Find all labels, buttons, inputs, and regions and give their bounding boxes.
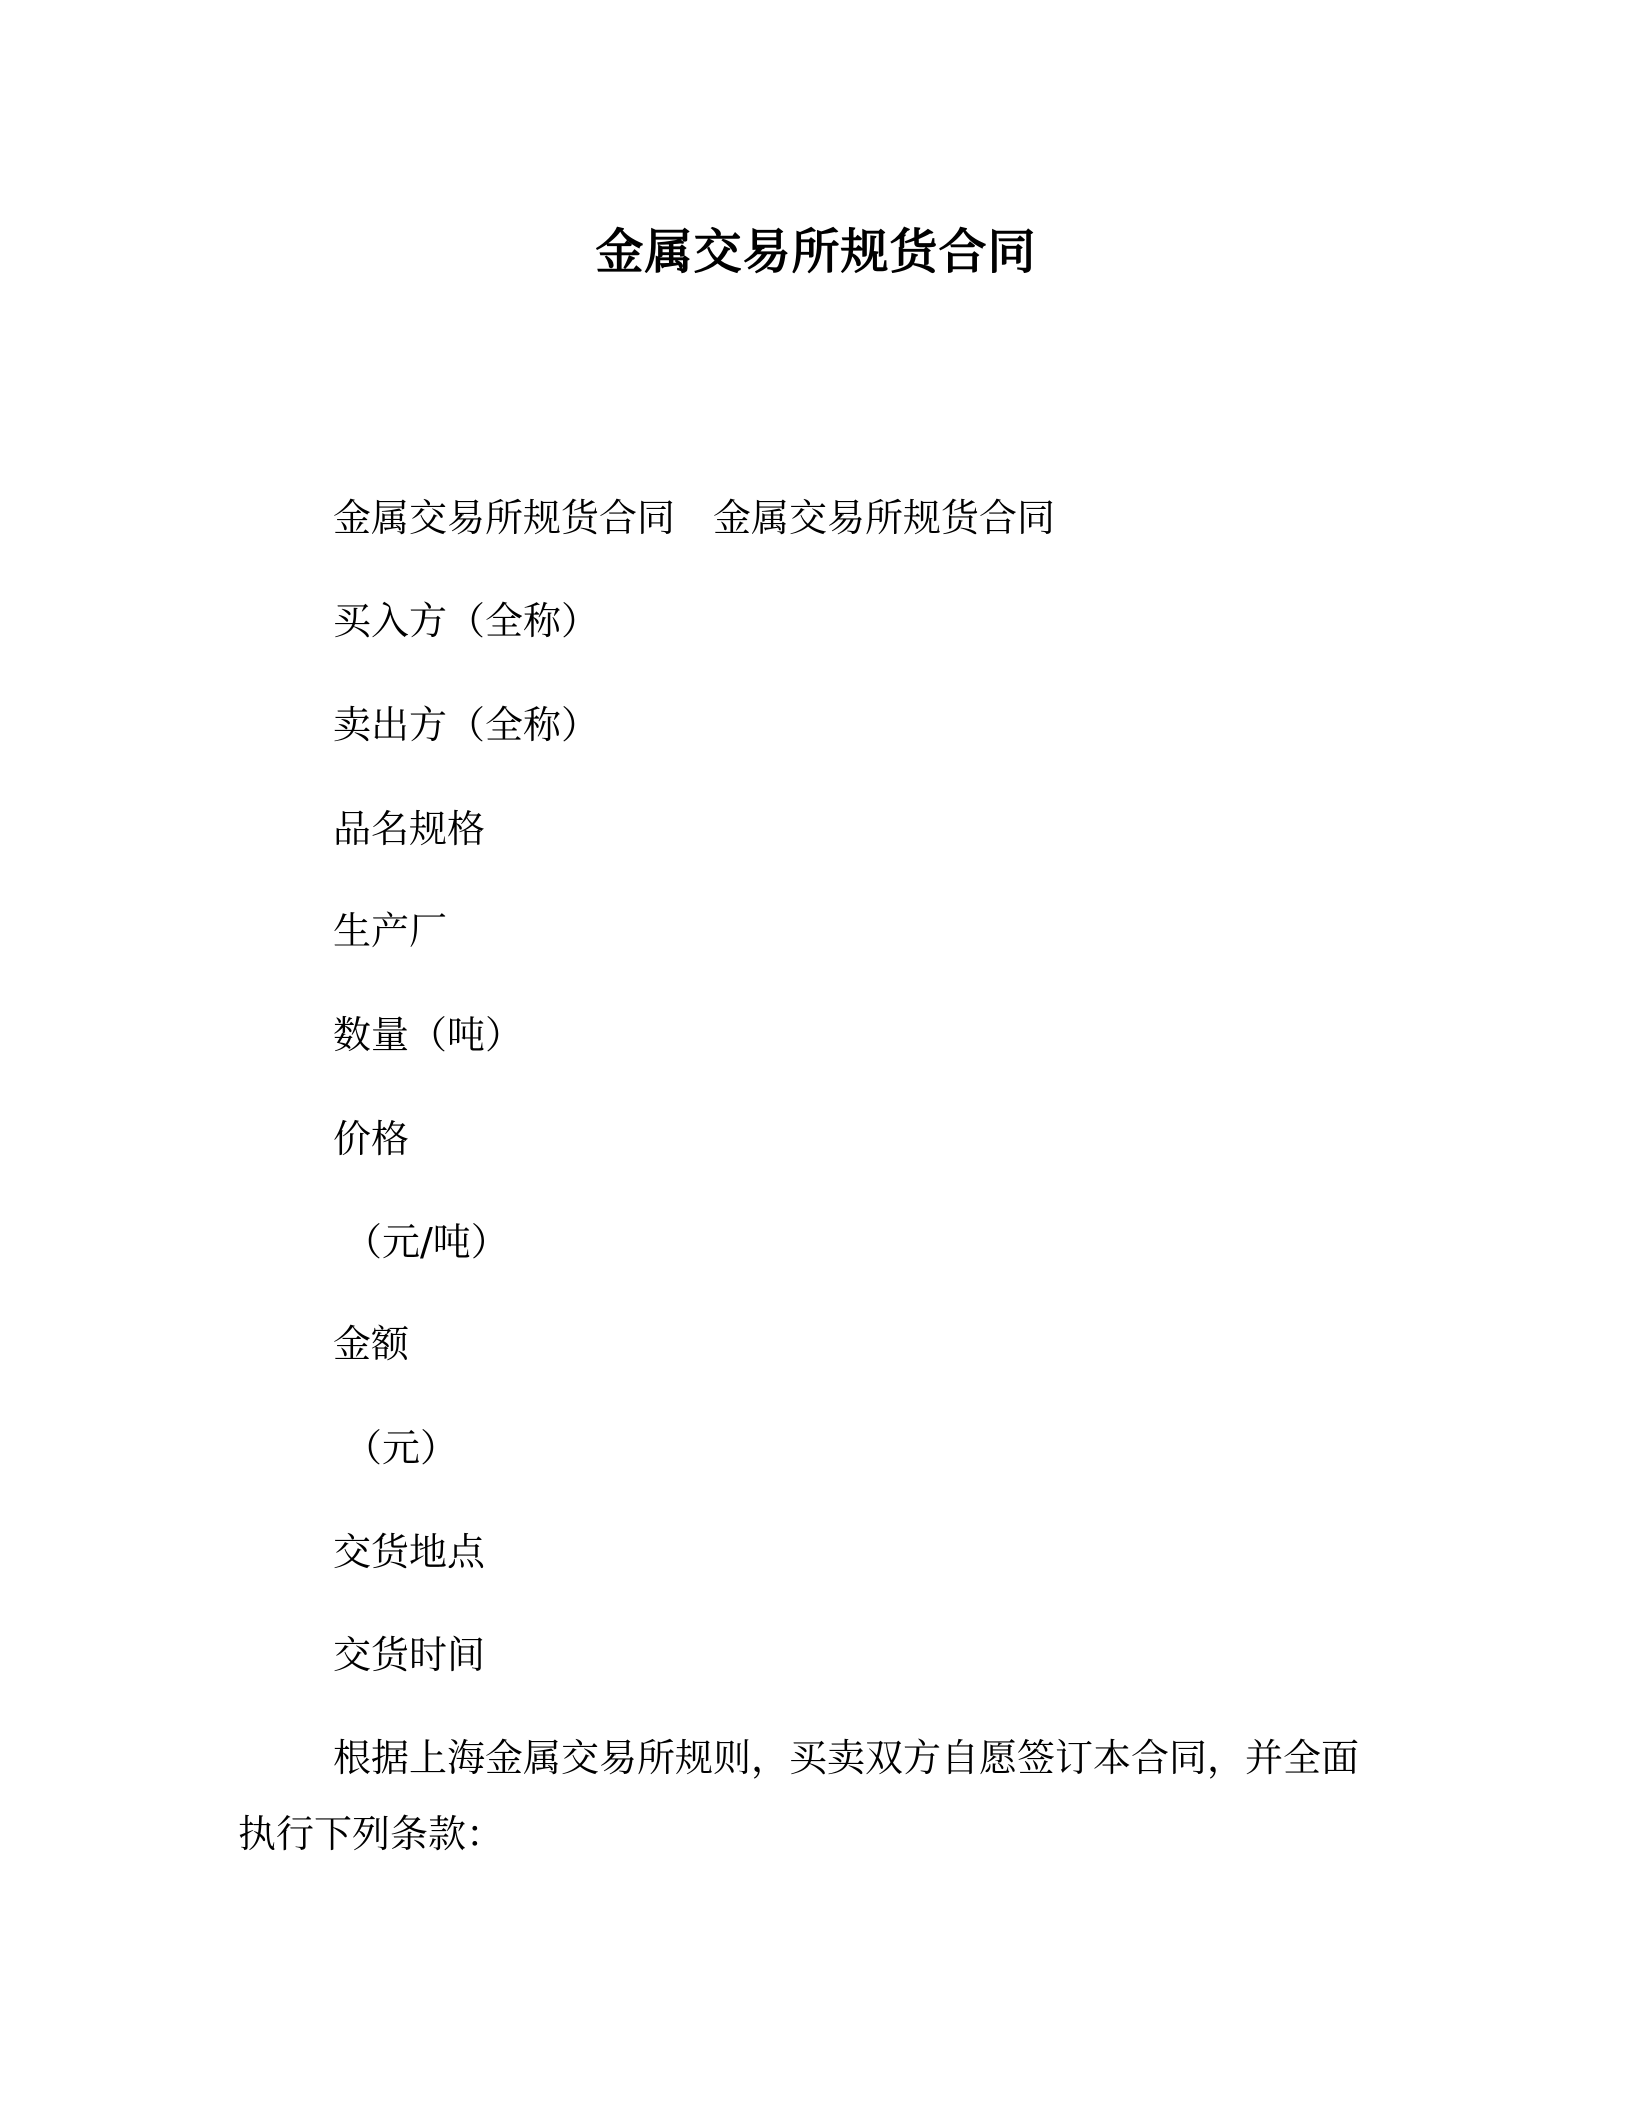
contract-header-line: 金属交易所规货合同 金属交易所规货合同: [333, 496, 1056, 540]
product-spec-label: 品名规格: [333, 807, 486, 851]
seller-label: 卖出方（全称）: [333, 703, 600, 747]
quantity-label: 数量（吨）: [333, 1013, 524, 1057]
buyer-label: 买入方（全称）: [333, 599, 600, 643]
document-title: 金属交易所规货合同: [595, 224, 1037, 280]
price-label: 价格: [333, 1117, 410, 1161]
amount-label: 金额: [333, 1322, 410, 1366]
delivery-time-label: 交货时间: [333, 1633, 486, 1677]
price-unit-label: （元/吨）: [344, 1220, 509, 1264]
manufacturer-label: 生产厂: [333, 909, 448, 953]
delivery-location-label: 交货地点: [333, 1530, 486, 1574]
amount-unit-label: （元）: [344, 1426, 459, 1470]
terms-paragraph: 根据上海金属交易所规则，买卖双方自愿签订本合同，并全面执行下列条款：: [238, 1736, 1360, 1856]
